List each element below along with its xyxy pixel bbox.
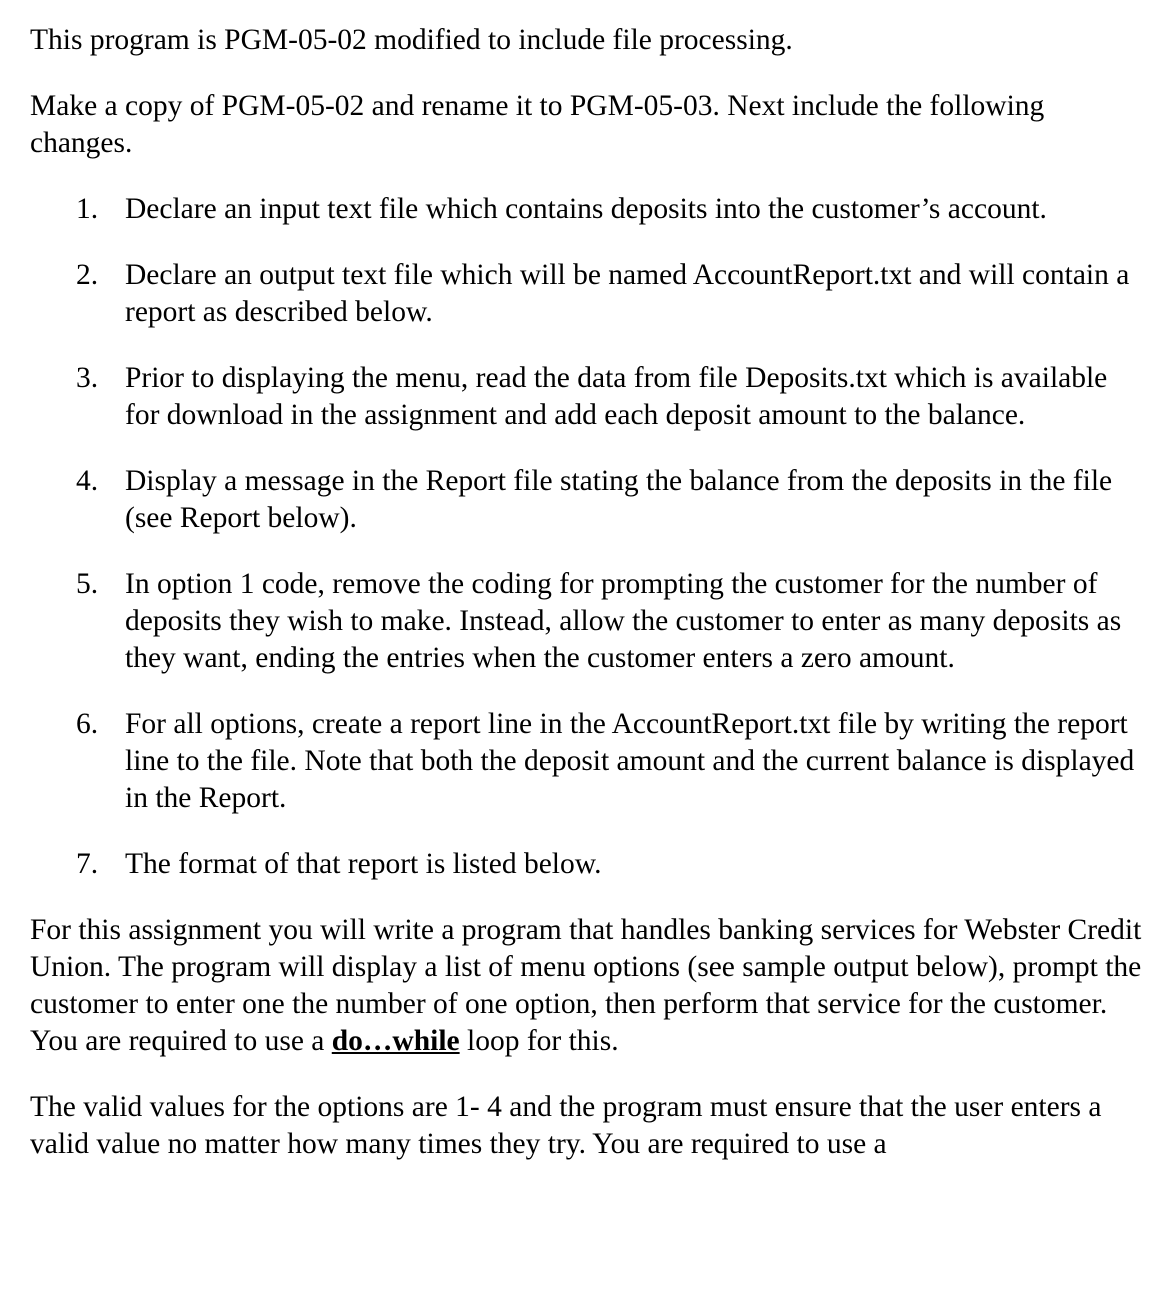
intro-line: This program is PGM-05-02 modified to include file processing.	[30, 24, 793, 56]
list-item	[30, 706, 1148, 817]
list-item-text: In option 1 code, remove the coding for prompting the customer for the number of deposits they wish to make. Instead, allow the customer to enter as many deposits as they want, ending the entries when the customer enters a zero amount.	[125, 568, 1122, 674]
list-item	[30, 191, 1148, 228]
list-item	[30, 360, 1148, 434]
list-item-number: 6.	[76, 708, 99, 740]
list-item-number: 5.	[76, 568, 99, 600]
list-item-text: Prior to displaying the menu, read the data from file Deposits.txt which is available for download in the assignment and add each deposit amount to the balance.	[125, 362, 1108, 431]
list-item	[30, 463, 1148, 537]
validation-paragraph: The valid values for the options are 1- 4 and the program must ensure that the user enters a valid value no matter how many times they try. You are required to use a	[30, 1091, 1102, 1160]
list-item-text: The format of that report is listed below.	[125, 848, 602, 880]
list-item-number: 2.	[76, 259, 99, 291]
list-item	[30, 257, 1148, 331]
intro-instructions: Make a copy of PGM-05-02 and rename it to PGM-05-03. Next include the following changes.	[30, 90, 1045, 159]
list-item	[30, 846, 1148, 883]
do-while-emphasis: do…while	[331, 1025, 460, 1057]
assignment-text-before: For this assignment you will write a program that handles banking services for Webster Credit Union. The program will display a list of menu options (see sample output below), prompt the customer to enter one the number of one option, then perform that service for the customer. You are required to use a	[30, 914, 1142, 1057]
list-item-number: 3.	[76, 362, 99, 394]
list-item-text: Declare an output text file which will be named AccountReport.txt and will contain a report as described below.	[125, 259, 1130, 328]
list-item-text: Display a message in the Report file stating the balance from the deposits in the file (see Report below).	[125, 465, 1113, 534]
list-item-number: 1.	[76, 193, 99, 225]
list-item-text: For all options, create a report line in the AccountReport.txt file by writing the report line to the file. Note that both the deposit amount and the current balance is displayed in the Report.	[125, 708, 1135, 814]
document-page	[30, 22, 1148, 1163]
list-item-text: Declare an input text file which contains deposits into the customer’s account.	[125, 193, 1047, 225]
assignment-text-after: loop for this.	[459, 1025, 619, 1057]
list-item-number: 7.	[76, 848, 99, 880]
list-item	[30, 566, 1148, 677]
list-item-number: 4.	[76, 465, 99, 497]
assignment-paragraph	[30, 912, 1148, 1060]
changes-list	[30, 191, 1148, 883]
